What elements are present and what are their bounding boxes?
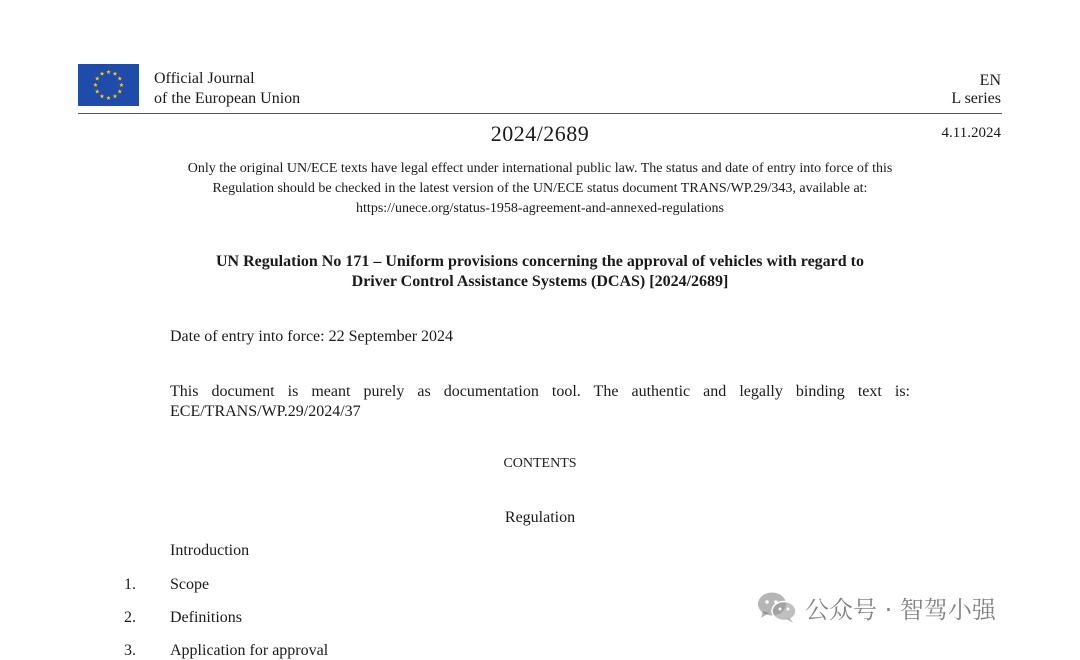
watermark: [757, 588, 996, 626]
entry-into-force: Date of entry into force: 22 September 2024: [170, 328, 454, 345]
regulation-title-line1: UN Regulation No 171 – Uniform provisions concerning the approval of vehicles with regard to: [216, 253, 864, 270]
regulation-title: [170, 252, 910, 292]
contents-heading: CONTENTS: [503, 456, 577, 471]
eu-star: [100, 71, 105, 75]
eu-flag-logo: [78, 64, 139, 106]
document-date: 4.11.2024: [941, 125, 1001, 141]
eu-star: [106, 96, 111, 100]
journal-name-line2: of the European Union: [154, 90, 301, 107]
regulation-title-line2: Driver Control Assistance Systems (DCAS) [2024/2689]: [351, 273, 729, 290]
eu-star: [95, 89, 100, 93]
journal-name-line1: Official Journal: [154, 70, 255, 87]
eu-star: [117, 76, 122, 80]
language-code: EN: [979, 72, 1001, 89]
eu-stars-icon: [78, 64, 139, 106]
regulation-heading: Regulation: [504, 509, 576, 526]
series-label: L series: [951, 90, 1001, 107]
watermark-text: 公众号 · 智驾小强: [805, 595, 996, 624]
wechat-icon: [757, 590, 797, 624]
eu-star: [113, 71, 118, 75]
toc-item-application[interactable]: Application for approval: [170, 642, 329, 659]
eu-star: [93, 83, 98, 87]
toc-number: 1.: [124, 576, 136, 593]
document-number: 2024/2689: [490, 121, 590, 146]
eu-star: [119, 83, 124, 87]
eu-star: [95, 76, 100, 80]
toc-number: 2.: [124, 609, 136, 626]
toc-number: 3.: [124, 642, 136, 659]
eu-star: [106, 70, 111, 74]
toc-item-scope[interactable]: Scope: [170, 576, 210, 593]
eu-star: [100, 94, 105, 98]
header-divider: [78, 113, 1002, 114]
documentation-note: This document is meant purely as documentation tool. The authentic and legally binding text is: ECE/TRANS/WP.29/2024/37: [170, 383, 910, 420]
eu-star: [113, 94, 118, 98]
toc-item-introduction[interactable]: Introduction: [170, 542, 250, 559]
eu-star: [117, 89, 122, 93]
legal-note: Only the original UN/ECE texts have legal effect under international public law. The status and date of entry into force of this Regulation should be checked in the latest version of the UN/ECE status document TRANS/WP.29/343, available at: https://unece.org/status-1958-agreement-and-annexed-regulations: [187, 161, 893, 216]
toc-item-definitions[interactable]: Definitions: [170, 609, 242, 626]
